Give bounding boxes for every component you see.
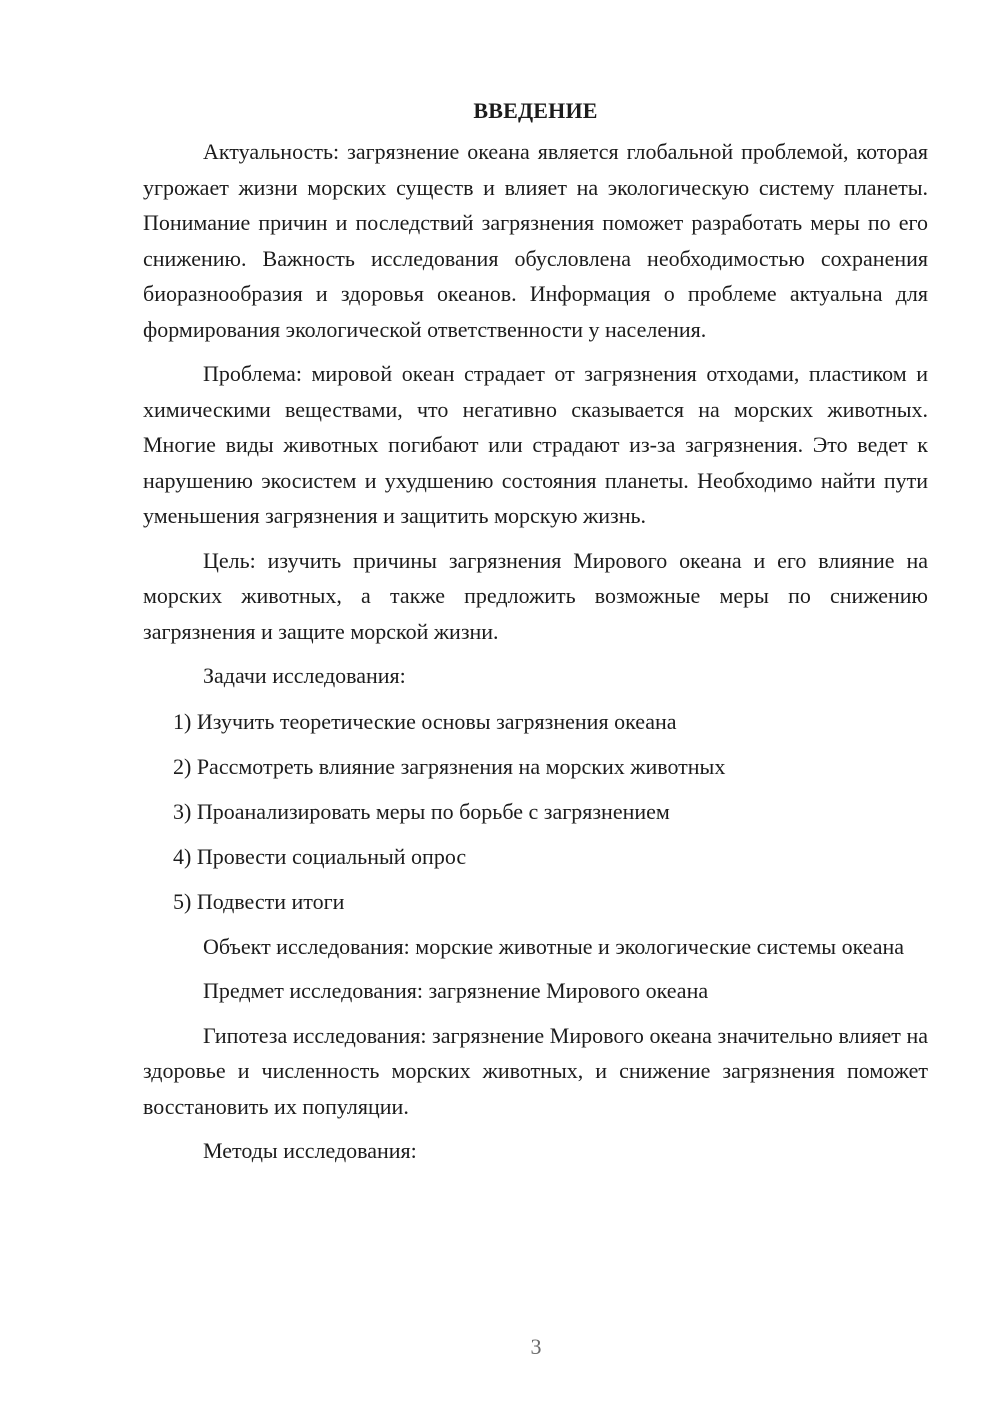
task-item: 4) Провести социальный опрос <box>173 843 467 869</box>
section-title: ВВЕДЕНИЕ <box>473 98 598 123</box>
task-item: 1) Изучить теоретические основы загрязнения океана <box>173 708 677 734</box>
problem-paragraph: Проблема: мировой океан страдает от загрязнения отходами, пластиком и химическими веществами, что негативно сказывается на морских животных. Многие виды животных погибают или страдают из-за загрязнения. Это ведет к нарушению экосистем и ухудшению состояния планеты. Необходимо найти пути уменьшения загрязнения и защитить морскую жизнь. <box>143 361 928 528</box>
subject-paragraph: Предмет исследования: загрязнение Мирового океана <box>203 978 709 1003</box>
goal-paragraph: Цель: изучить причины загрязнения Мирового океана и его влияние на морских животных, а также предложить возможные меры по снижению загрязнения и защите морской жизни. <box>143 547 928 644</box>
task-item: 5) Подвести итоги <box>173 888 345 914</box>
document-page <box>143 94 928 1178</box>
hypothesis-paragraph: Гипотеза исследования: загрязнение Мирового океана значительно влияет на здоровье и численность морских животных, и снижение загрязнения поможет восстановить их популяции. <box>143 1022 928 1119</box>
task-item: 2) Рассмотреть влияние загрязнения на морских животных <box>173 753 726 779</box>
object-paragraph: Объект исследования: морские животные и экологические системы океана <box>203 933 905 959</box>
page-number: 3 <box>530 1334 542 1359</box>
relevance-paragraph: Актуальность: загрязнение океана является глобальной проблемой, которая угрожает жизни морских существ и влияет на экологическую систему планеты. Понимание причин и последствий загрязнения поможет разработать меры по его снижению. Важность исследования обусловлена необходимостью сохранения биоразнообразия и здоровья океанов. Информация о проблеме актуальна для формирования экологической ответственности у населения. <box>143 139 928 342</box>
tasks-label: Задачи исследования: <box>203 663 406 688</box>
methods-label: Методы исследования: <box>203 1138 417 1163</box>
tasks-list <box>143 704 928 920</box>
task-item: 3) Проанализировать меры по борьбе с загрязнением <box>173 798 670 824</box>
